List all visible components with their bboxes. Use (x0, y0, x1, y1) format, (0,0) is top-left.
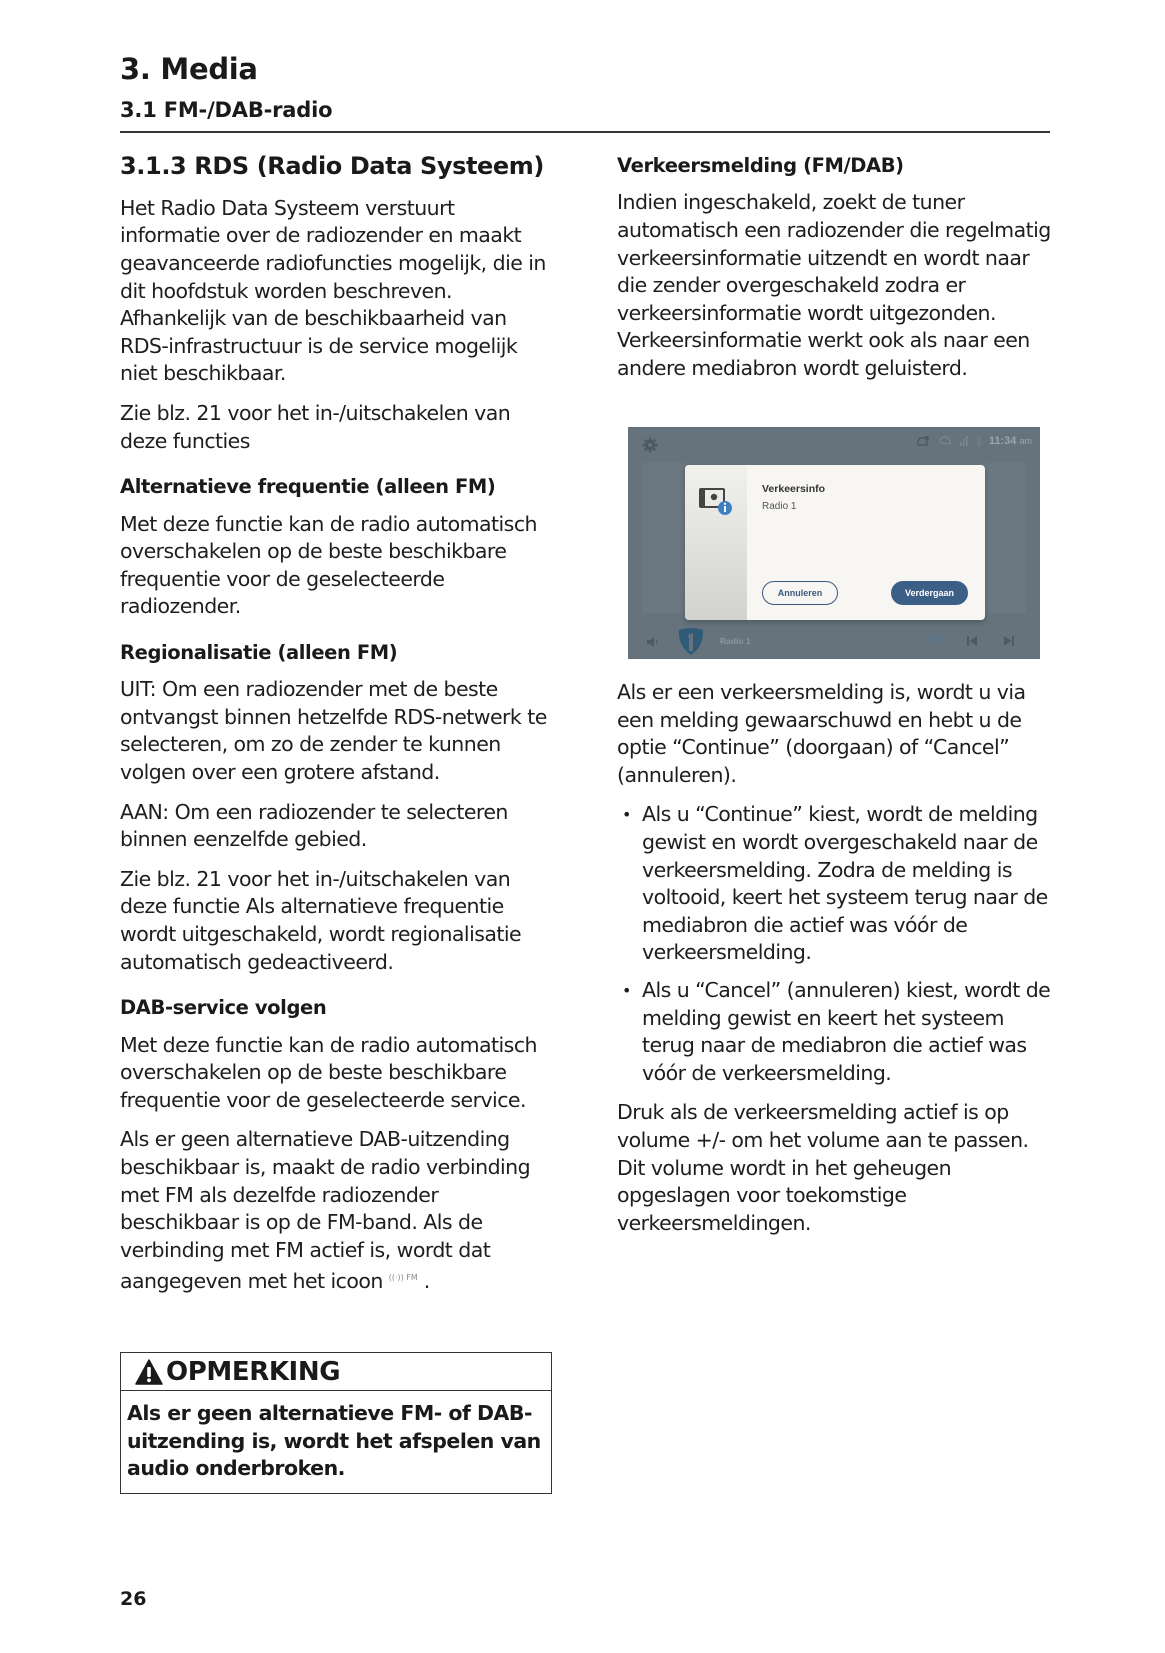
station-logo (676, 626, 706, 656)
station-name: Radio 1 (720, 636, 751, 646)
dab-fallback-end: . (417, 1269, 430, 1294)
traffic-announcement-heading: Verkeersmelding (FM/DAB) (617, 154, 904, 177)
regionalisation-off-paragraph: UIT: Om een radiozender met de beste ontvangst binnen hetzelfde RDS-netwerk te selecteren, om zo de zender te kunnen volgen over een grotere afstand. (120, 677, 547, 785)
dab-follow-heading: DAB-service volgen (120, 996, 327, 1020)
cloud-icon (938, 435, 951, 447)
signal-strength-icon (959, 436, 969, 446)
settings-gear-icon (642, 437, 658, 453)
list-item: • Als u “Continue” kiest, wordt de melding gewist en wordt overgeschakeld naar de verkeersmelding. Zodra de melding is voltooid, keert het systeem terug naar de mediabron die actief was vóór de verkeersmelding. (622, 802, 1048, 965)
traffic-alert-paragraph: Als er een verkeersmelding is, wordt u via een melding gewaarschuwd en hebt u de optie “Continue” (doorgaan) of “Cancel” (annuleren). (617, 680, 1026, 787)
warning-triangle-icon (135, 1359, 163, 1385)
right-column-lower (617, 679, 1057, 1249)
rds-reference-paragraph: Zie blz. 21 voor het in-/uitschakelen van deze functies (120, 400, 511, 453)
infotainment-screenshot (628, 427, 1040, 659)
regionalisation-heading: Regionalisatie (alleen FM) (120, 640, 398, 664)
note-text: Als er geen alternatieve FM- of DAB-uitzending is, wordt het afspelen van audio onderbroken. (127, 1401, 541, 1480)
subsection-title: 3.1.3 RDS (Radio Data Systeem) (120, 152, 544, 180)
bullet-icon: • (622, 805, 631, 825)
regionalisation-reference-paragraph: Zie blz. 21 voor het in-/uitschakelen van deze functie Als alternatieve frequentie wordt uitgeschakeld, wordt regionalisatie automatisch gedeactiveerd. (120, 866, 522, 974)
broadcast-icon[interactable] (928, 634, 942, 648)
traffic-announcement-paragraph: Indien ingeschakeld, zoekt de tuner automatisch een radiozender die regelmatig verkeersinformatie uitzendt en wordt naar die zender overgeschakeld zodra er verkeersinformatie wordt uitgezonden. Verkeersinformatie werkt ook als naar een andere mediabron wordt geluisterd. (617, 190, 1051, 380)
fm-link-icon: ((·)) FM (388, 1273, 418, 1283)
dialog-subtitle: Radio 1 (762, 501, 797, 512)
note-title: OPMERKING (166, 1356, 341, 1387)
list-item: • Als u “Cancel” (annuleren) kiest, wordt de melding gewist en keert het systeem terug naar de mediabron die actief was vóór de verkeersmelding. (622, 977, 1051, 1085)
dialog-title: Verkeersinfo (762, 483, 826, 495)
section-title: 3.1 FM-/DAB-radio (120, 98, 333, 122)
dab-follow-paragraph: Met deze functie kan de radio automatisch overschakelen op de beste beschikbare frequentie voor de geselecteerde service. (120, 1032, 537, 1112)
continue-button[interactable]: Verdergaan (891, 581, 968, 605)
clock: 11:34 am (988, 435, 1032, 447)
dab-fallback-paragraph (120, 1126, 560, 1295)
af-paragraph: Met deze functie kan de radio automatisch overschakelen op de beste beschikbare frequentie voor de geselecteerde radiozender. (120, 511, 537, 619)
regionalisation-on-paragraph: AAN: Om een radiozender te selecteren binnen eenzelfde gebied. (120, 799, 508, 852)
rds-intro-paragraph: Het Radio Data Systeem verstuurt informatie over de radiozender en maakt geavanceerde radiofuncties mogelijk, die in dit hoofdstuk worden beschreven. Afhankelijk van de beschikbaarheid van RDS-infrastructuur is de service mogelijk niet beschikbaar. (120, 195, 546, 386)
bullet-icon: • (622, 980, 631, 1000)
traffic-info-icon (699, 487, 733, 517)
previous-track-icon[interactable] (966, 635, 978, 647)
cancel-button[interactable]: Annuleren (762, 581, 838, 605)
note-box (120, 1352, 552, 1494)
header-divider (120, 131, 1050, 133)
option-list (617, 801, 1057, 1087)
note-header (121, 1353, 551, 1391)
status-indicator-icon (977, 436, 981, 446)
volume-icon[interactable] (646, 636, 660, 648)
status-bar (917, 435, 1032, 447)
connected-car-icon (917, 435, 930, 447)
right-column (617, 146, 1057, 395)
chapter-title: 3. Media (120, 52, 258, 86)
af-heading: Alternatieve frequentie (alleen FM) (120, 475, 496, 499)
volume-paragraph: Druk als de verkeersmelding actief is op volume +/- om het volume aan te passen. Dit volume wordt in het geheugen opgeslagen voor toekomstige verkeersmeldingen. (617, 1100, 1029, 1235)
page-number: 26 (120, 1588, 147, 1610)
left-column (120, 146, 560, 1308)
next-track-icon[interactable] (1003, 635, 1015, 647)
dab-fallback-text: Als er geen alternatieve DAB-uitzending beschikbaar is, maakt de radio verbinding met FM als dezelfde radiozender beschikbaar is op de FM-band. Als de verbinding met FM actief is, wordt dat aangegeven met het icoon (120, 1127, 531, 1294)
traffic-info-dialog (685, 465, 985, 620)
media-control-bar (628, 625, 1040, 659)
